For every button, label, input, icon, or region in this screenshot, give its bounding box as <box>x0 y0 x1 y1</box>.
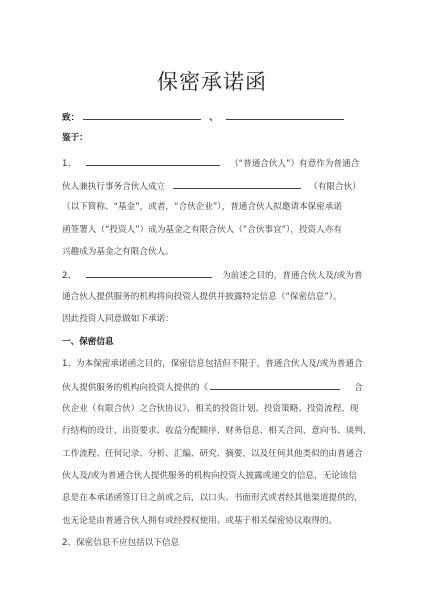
recital-1-line-2 <box>62 179 372 193</box>
clause-2-line-1: 2、保密信息不应包括以下信息 <box>62 538 180 548</box>
fund-name-blank <box>173 179 301 189</box>
clause-1-line-8: 也无论是由普通合伙人拥有或经授权使用、或基于相关保密协议取得的。 <box>62 516 338 526</box>
recital-1-line-2-post: （有限合伙） <box>309 182 361 192</box>
recital-2-text: 为前述之目的，普通合伙人及/或为普 <box>222 271 363 281</box>
clause-1-line-1: 1、为本保密承诺函之目的，保密信息包括但不限于，普通合伙人及/或为普通合 <box>62 359 363 369</box>
clause-1-line-2 <box>62 380 372 394</box>
document-title: 保密承诺函 <box>157 70 267 94</box>
addressee-blank-2 <box>226 110 344 120</box>
recital-1-line-5: 兴趣成为基金之有限合伙人。 <box>62 247 174 257</box>
section-1-heading: 一、保密信息 <box>62 337 114 347</box>
agreement-name-blank <box>210 380 340 390</box>
purpose-blank <box>86 268 212 278</box>
recital-2-line-1 <box>62 268 372 282</box>
to-label: 致： <box>62 113 80 123</box>
addressee-line <box>62 110 372 124</box>
clause-1-line-2-pre: 伙人提供服务的机构向投资人提供的《 <box>62 383 209 393</box>
addressee-separator: 、 <box>209 113 218 123</box>
recital-1-line-3: （以下简称、“基金”，或者，“合伙企业”），普通合伙人拟邀请本保密承诺 <box>62 202 342 212</box>
addressee-blank-1 <box>83 110 201 120</box>
clause-1-line-4: 行结构的设计、出资要求、收益分配顺序、财务信息、相关合同、意向书、谈判、 <box>62 426 372 436</box>
recital-1-line-1 <box>62 156 372 170</box>
recital-1-number: 1、 <box>62 159 77 169</box>
clause-1-line-3: 伙企业（有限合伙）之合伙协议》、相关的投资计划、投资策略、投资流程、现 <box>62 404 359 414</box>
general-partner-blank <box>86 156 220 166</box>
clause-1-line-6: 伙人及/或为普通合伙人提供服务的机构向投资人披露或递交的信息，无论该信 <box>62 471 358 481</box>
clause-1-line-5: 工作流程、任何记录、分析、汇编、研究、摘要，以及任何其他类似的由普通合 <box>62 449 363 459</box>
clause-1-line-2-post: 合 <box>354 383 363 393</box>
recital-1-text: （“普通合伙人”）有意作为普通合 <box>230 159 360 169</box>
whereas-label: 鉴于： <box>62 133 88 143</box>
recital-2-line-3: 因此投资人同意做如下承诺： <box>62 314 174 324</box>
recital-1-line-2-pre: 伙人兼执行事务合伙人成立 <box>62 182 166 192</box>
recital-2-number: 2、 <box>62 271 77 281</box>
clause-1-line-7: 息是在本承诺函签订日之前或之后，以口头、书面形式或者经其他渠道提供的， <box>62 493 363 503</box>
recital-1-line-4: 函签署人（“投资人”）成为基金之有限合伙人（“合伙事宜”），投资人亦有 <box>62 225 342 235</box>
recital-2-line-2: 通合伙人提供服务的机构将向投资人提供并披露特定信息（“保密信息”）。 <box>62 292 342 302</box>
